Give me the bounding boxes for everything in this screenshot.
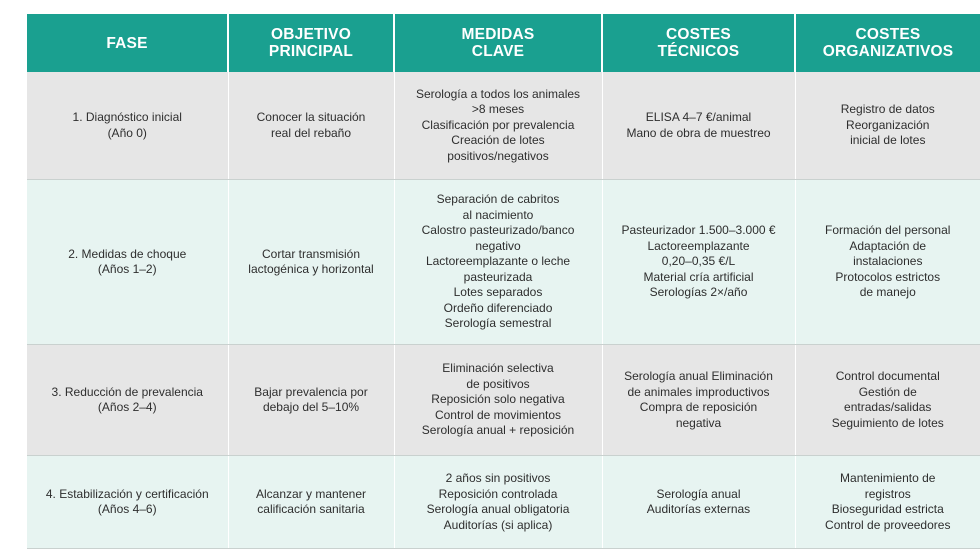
cell-costes-tecnicos: Serología anual Eliminación de animales improductivos Compra de reposición negativa [602,345,795,456]
cell-fase: 1. Diagnóstico inicial (Año 0) [27,72,228,180]
cell-costes-tecnicos: ELISA 4–7 €/animal Mano de obra de muestreo [602,72,795,180]
cell-medidas: 2 años sin positivos Reposición controlada Serología anual obligatoria Auditorías (si aplica) [394,456,602,549]
cell-costes-organizativos: Mantenimiento de registros Bioseguridad estricta Control de proveedores [795,456,980,549]
header-row [27,14,980,72]
cell-medidas: Separación de cabritos al nacimiento Calostro pasteurizado/banco negativo Lactoreemplazante o leche pasteurizada Lotes separados Ordeño diferenciado Serología semestral [394,180,602,345]
header-costes-organizativos: COSTES ORGANIZATIVOS [795,14,980,72]
header-medidas: MEDIDAS CLAVE [394,14,602,72]
cell-objetivo: Bajar prevalencia por debajo del 5–10% [228,345,394,456]
cell-costes-tecnicos: Pasteurizador 1.500–3.000 € Lactoreemplazante 0,20–0,35 €/L Material cría artificial Serologías 2×/año [602,180,795,345]
header-costes-tecnicos: COSTES TÉCNICOS [602,14,795,72]
table-row [27,180,980,345]
header-fase: FASE [27,14,228,72]
table-header [27,14,980,72]
plan-table-container [27,14,980,549]
cell-objetivo: Conocer la situación real del rebaño [228,72,394,180]
table-row [27,345,980,456]
table-row [27,72,980,180]
cell-objetivo: Cortar transmisión lactogénica y horizontal [228,180,394,345]
cell-fase: 3. Reducción de prevalencia (Años 2–4) [27,345,228,456]
cell-medidas: Serología a todos los animales >8 meses Clasificación por prevalencia Creación de lotes positivos/negativos [394,72,602,180]
cell-costes-tecnicos: Serología anual Auditorías externas [602,456,795,549]
table-body [27,72,980,549]
table-row [27,456,980,549]
header-objetivo: OBJETIVO PRINCIPAL [228,14,394,72]
cell-medidas: Eliminación selectiva de positivos Reposición solo negativa Control de movimientos Serología anual + reposición [394,345,602,456]
cell-costes-organizativos: Control documental Gestión de entradas/salidas Seguimiento de lotes [795,345,980,456]
cell-objetivo: Alcanzar y mantener calificación sanitaria [228,456,394,549]
plan-table [27,14,980,549]
cell-fase: 2. Medidas de choque (Años 1–2) [27,180,228,345]
cell-costes-organizativos: Registro de datos Reorganización inicial de lotes [795,72,980,180]
cell-costes-organizativos: Formación del personal Adaptación de instalaciones Protocolos estrictos de manejo [795,180,980,345]
cell-fase: 4. Estabilización y certificación (Años 4–6) [27,456,228,549]
